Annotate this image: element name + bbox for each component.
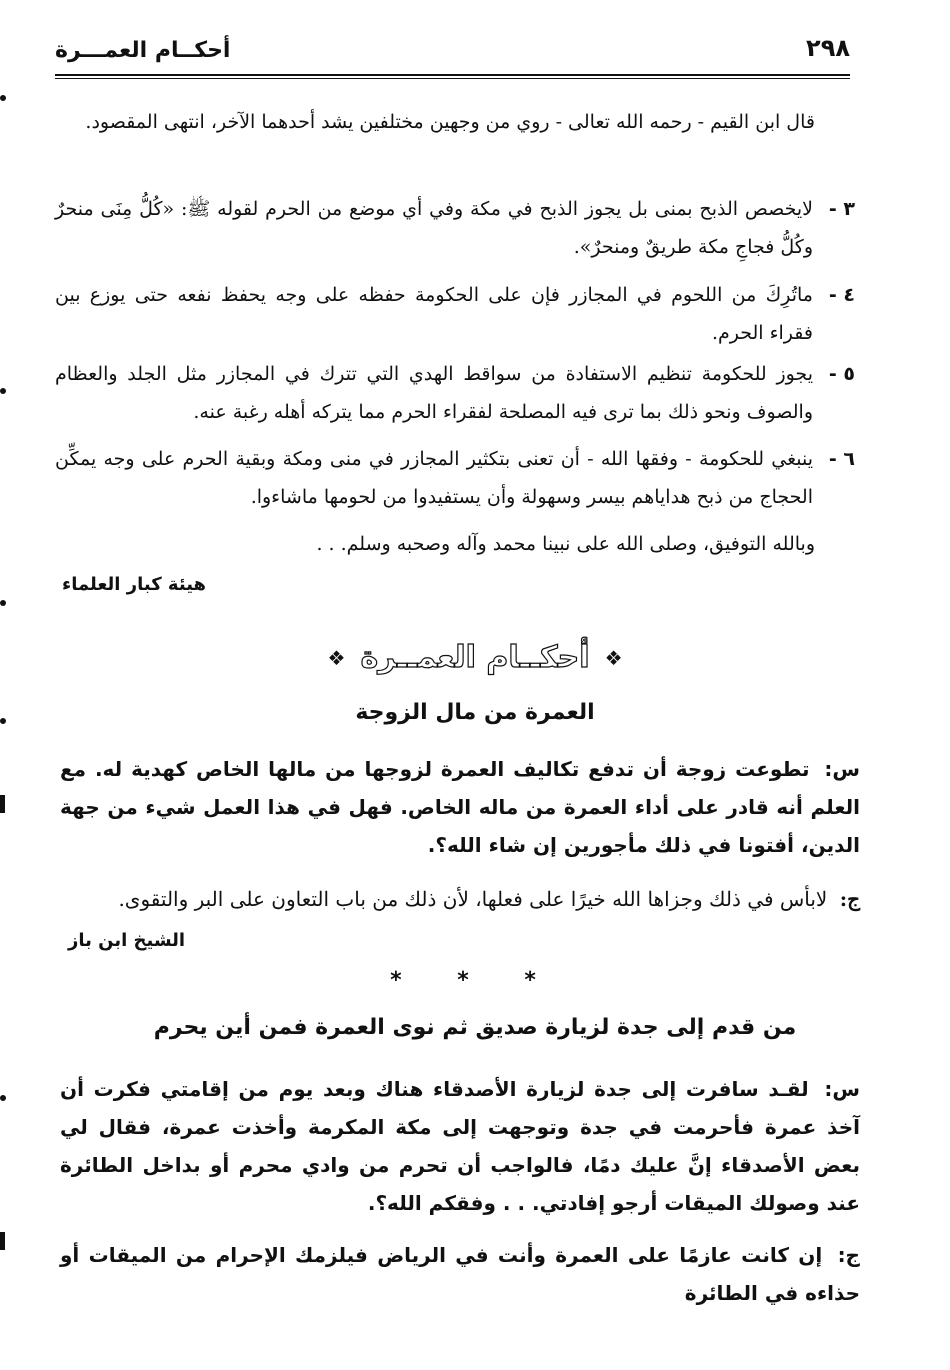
item-text: ماتُرِكَ من اللحوم في المجازر فإن على الحكومة حفظه على وجه يحفظ نفعه حتى يوزع بين فقراء الحرم.: [55, 284, 813, 344]
list-item-4: [55, 276, 855, 352]
page-number: ٢٩٨: [806, 34, 850, 62]
q1-answer: [60, 880, 860, 918]
separator-stars: * * *: [390, 968, 560, 993]
item-text: ينبغي للحكومة - وفقها الله - أن تعنى بتكثير المجازر في منى ومكة وبقية الحرم على وجه يمكِّن الحجاج من ذبح هداياهم بيسر وسهولة وأن يستفيدوا من لحومها ماشاءوا.: [55, 448, 813, 508]
q2-heading: من قدم إلى جدة لزيارة صديق ثم نوى العمرة فمن أين يحرم: [153, 1015, 797, 1040]
list-item-5: [55, 355, 855, 431]
item-text: يجوز للحكومة تنظيم الاستفادة من سواقط الهدي التي تترك في المجازر مثل الجلد والعظام والصوف ونحو ذلك بما ترى فيه المصلحة لفقراء الحرم مما يتركه أهله رغبة عنه.: [55, 363, 813, 423]
scan-mark: [0, 718, 6, 724]
answer-text: إن كانت عازمًا على العمرة وأنت في الرياض فيلزمك الإحرام من الميقات أو حذاءه في الطائرة: [60, 1243, 860, 1305]
signature-ibn-baz: الشيخ ابن باز: [68, 930, 186, 951]
item-number: ٣ -: [828, 198, 855, 220]
scan-mark: [0, 1095, 6, 1101]
question-label: س:: [824, 1077, 860, 1101]
item-number: ٥ -: [828, 363, 855, 385]
running-title: أحكــام العمـــرة: [55, 38, 231, 63]
answer-label: ج:: [837, 1243, 860, 1267]
ornament-icon: ❖: [604, 645, 623, 670]
page-header: [55, 30, 850, 74]
answer-text: لابأس في ذلك وجزاها الله خيرًا على فعلها، لأن ذلك من باب التعاون على البر والتقوى.: [118, 887, 828, 911]
scan-mark: [0, 795, 5, 813]
question-text: تطوعت زوجة أن تدفع تكاليف العمرة لزوجها من مالها الخاص كهدية له. مع العلم أنه قادر على أداء العمرة من ماله الخاص. فهل في هذا العمل شيء من جهة الدين، أفتونا في ذلك مأجورين إن شاء الله؟.: [60, 757, 860, 857]
header-rule: [55, 74, 850, 76]
q1-heading: العمرة من مال الزوجة: [355, 700, 595, 725]
signature-committee: هيئة كبار العلماء: [62, 574, 207, 595]
scan-mark: [0, 95, 6, 101]
q2-answer: [60, 1236, 860, 1312]
list-item-3: [55, 190, 855, 266]
section-title-text: أحكــام العمــرة: [360, 640, 590, 675]
q1-question: [60, 750, 860, 864]
item-text: لايخصص الذبح بمنى بل يجوز الذبح في مكة وفي أي موضع من الحرم لقوله ﷺ: «كُلُّ مِنَى منحرٌ وكُلُّ فجاجِ مكة طريقٌ ومنحرٌ».: [55, 198, 813, 258]
intro-text: قال ابن القيم - رحمه الله تعالى - روي من وجهين مختلفين يشد أحدهما الآخر، انتهى المقصود.: [85, 111, 815, 133]
ornament-icon: ❖: [327, 645, 346, 670]
question-text: لقـد سافرت إلى جدة لزيارة الأصدقاء هناك وبعد يوم من إقامتي فكرت أن آخذ عمرة فأحرمت في جدة وتوجهت إلى مكة المكرمة وأخذت عمرة، فقال لي بعض الأصدقاء إنَّ عليك دمًا، فالواجب أن تحرم من وادي محرم أو بداخل الطائرة عند وصولك الميقات أرجو إفادتي. . . وفقكم الله؟.: [60, 1077, 860, 1215]
list-item-6: [55, 440, 855, 516]
closing-text: وبالله التوفيق، وصلى الله على نبينا محمد وآله وصحبه وسلم. . .: [316, 533, 815, 555]
answer-label: ج:: [839, 887, 860, 911]
question-label: س:: [824, 757, 860, 781]
scan-mark: [0, 1232, 5, 1250]
header-rule-thin: [55, 78, 850, 79]
item-number: ٦ -: [828, 448, 855, 470]
q2-question: [60, 1070, 860, 1222]
scan-mark: [0, 600, 6, 606]
item-number: ٤ -: [828, 284, 855, 306]
closing-line: [200, 525, 815, 564]
section-title: [0, 640, 950, 675]
intro-paragraph: [60, 103, 815, 142]
scan-mark: [0, 388, 6, 394]
